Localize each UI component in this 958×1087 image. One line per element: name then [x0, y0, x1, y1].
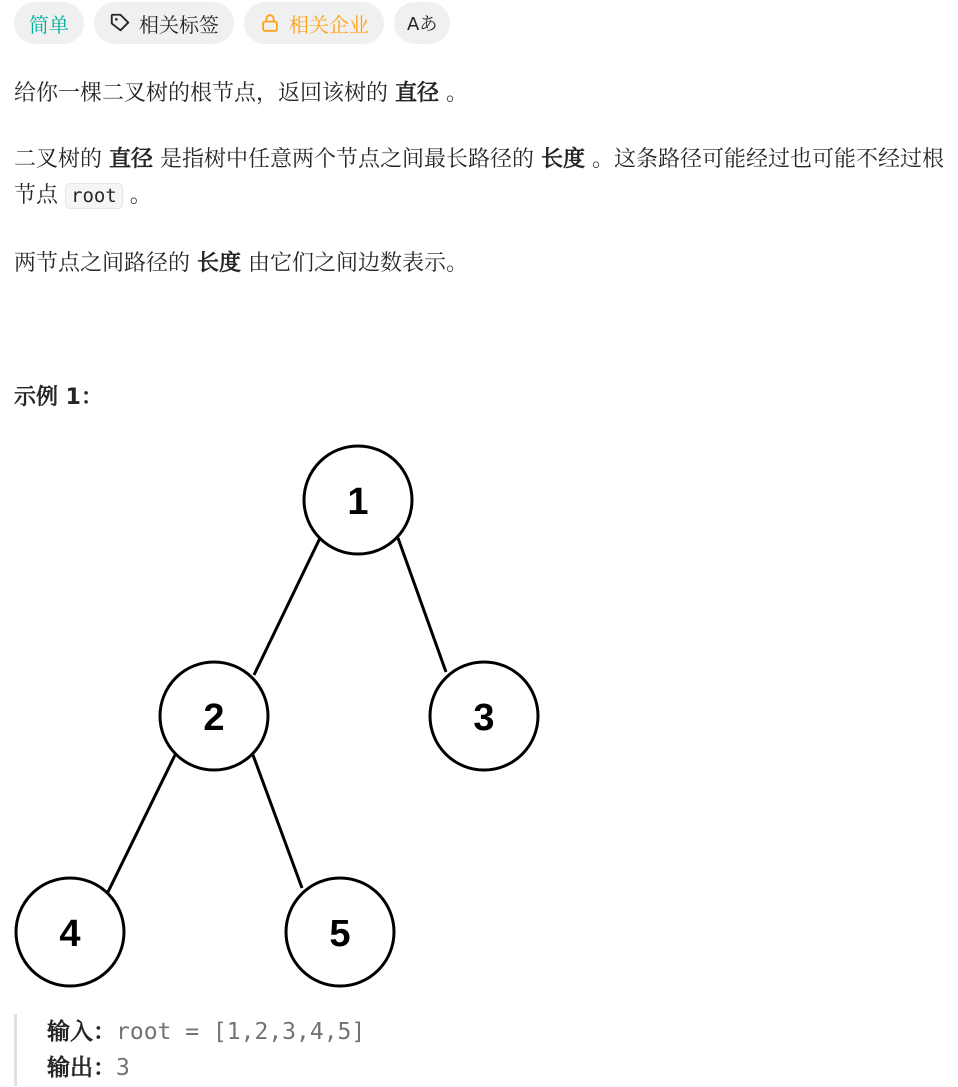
example-output-line: [47, 1050, 365, 1086]
tag-bar: [14, 2, 450, 44]
tree-node-label: 4: [59, 913, 81, 955]
example-io-block: [14, 1014, 365, 1086]
description-paragraph-1: 给你一棵二叉树的根节点，返回该树的 直径 。: [14, 81, 469, 106]
output-label: 输出：: [47, 1055, 116, 1081]
description-paragraph-2: 二叉树的 直径 是指树中任意两个节点之间最长路径的 长度 。这条路径可能经过也可能不经过根节点 root 。: [14, 147, 945, 208]
length-term-2: 长度: [197, 251, 242, 276]
difficulty-label: 简单: [29, 12, 69, 37]
output-value: 3: [116, 1055, 130, 1081]
tree-node-label: 5: [329, 913, 351, 955]
tree-node-label: 3: [473, 697, 495, 739]
example-input-line: [47, 1014, 365, 1050]
diameter-term: 直径: [395, 81, 440, 106]
input-label: 输入：: [47, 1019, 116, 1045]
related-companies-button[interactable]: [244, 2, 384, 44]
related-topics-button[interactable]: [94, 2, 234, 44]
translate-button[interactable]: [394, 2, 450, 44]
example-title: 示例 1：: [14, 385, 103, 410]
tree-edge: [398, 538, 446, 672]
tree-edge: [108, 755, 175, 892]
binary-tree-figure: [0, 430, 560, 990]
tree-edge: [253, 755, 302, 888]
difficulty-badge[interactable]: [14, 2, 84, 44]
tree-node-label: 2: [203, 697, 225, 739]
related-topics-label: 相关标签: [139, 12, 219, 37]
tree-node-label: 1: [347, 481, 369, 523]
description-paragraph-3: 两节点之间路径的 长度 由它们之间边数表示。: [14, 251, 469, 276]
tree-edge: [254, 538, 320, 675]
length-term: 长度: [541, 147, 586, 172]
tag-icon: [109, 12, 131, 34]
related-companies-label: 相关企业: [289, 12, 369, 37]
lock-icon: [259, 12, 281, 34]
inline-code-root: root: [65, 183, 123, 209]
diameter-term-2: 直径: [109, 147, 154, 172]
input-value: root = [1,2,3,4,5]: [116, 1019, 366, 1045]
translate-icon: Aあ: [407, 14, 438, 35]
